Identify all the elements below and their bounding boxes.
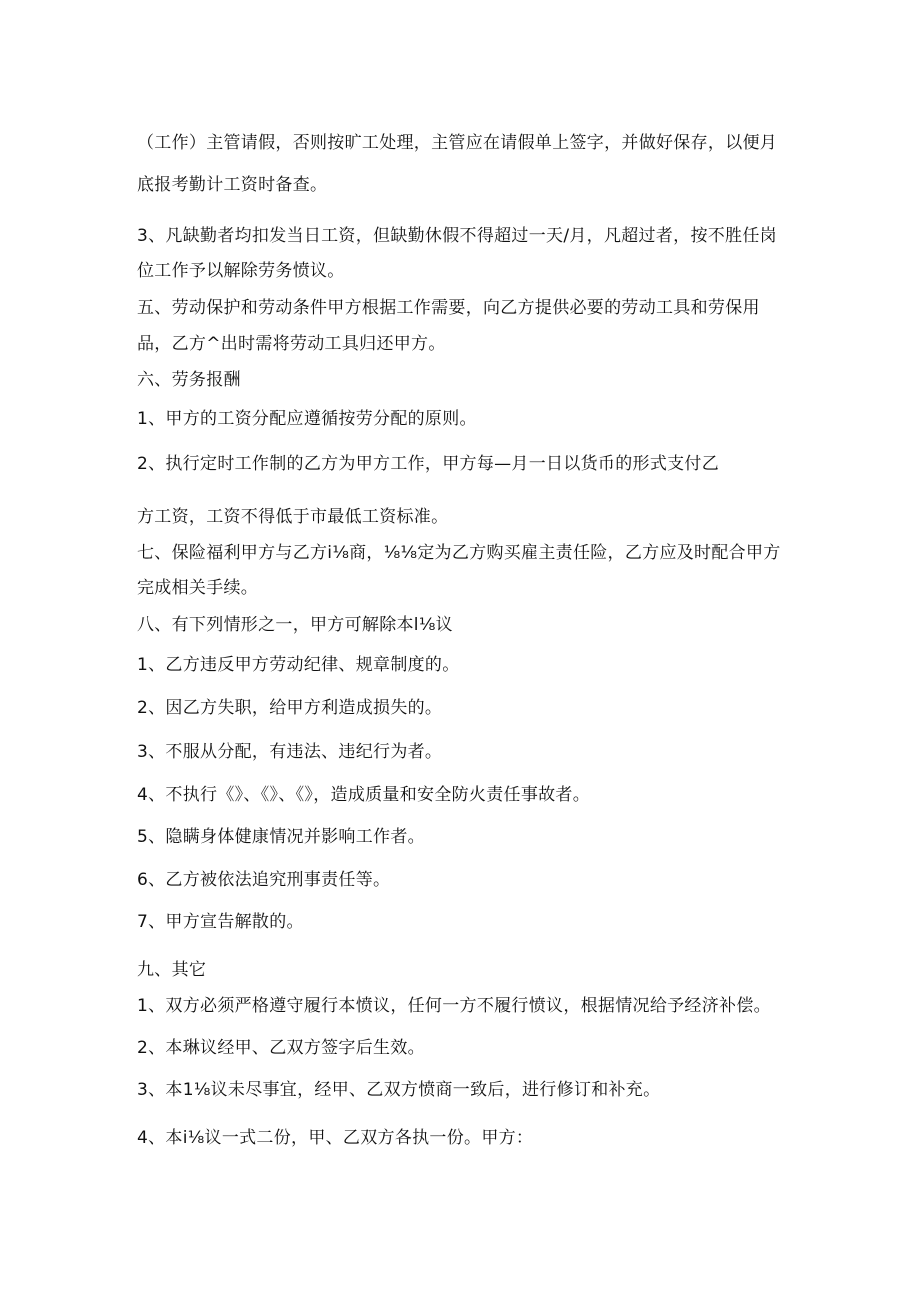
list-item: 7、甲方宣告解散的。 bbox=[137, 912, 304, 932]
text-line: 位工作予以解除劳务愤议。 bbox=[137, 261, 345, 281]
section-heading: 七、保险福利甲方与乙方i⅛商，⅛⅛定为乙方购买雇主责任险，乙方应及时配合甲方 bbox=[137, 543, 781, 563]
list-item: 4、不执行《》、《》、《》，造成质量和安全防火责任事故者。 bbox=[137, 785, 591, 805]
section-heading: 八、有下列情形之一，甲方可解除本l⅛议 bbox=[137, 615, 453, 635]
text-line: 底报考勤计工资时备查。 bbox=[137, 175, 328, 195]
list-item: 3、本1⅛议未尽事宜，经甲、乙双方愤商一致后，进行修订和补充。 bbox=[137, 1080, 661, 1100]
text-line: 方工资，工资不得低于市最低工资标准。 bbox=[137, 507, 449, 527]
section-heading: 九、其它 bbox=[137, 960, 207, 980]
list-item: 1、甲方的工资分配应遵循按劳分配的原则。 bbox=[137, 409, 477, 429]
text-line: （工作）主管请假，否则按旷工处理，主管应在请假单上签字，并做好保存，以便月 bbox=[137, 133, 778, 153]
list-item: 5、隐瞒身体健康情况并影响工作者。 bbox=[137, 827, 425, 847]
text-line: 3、凡缺勤者均扣发当日工资，但缺勤休假不得超过一天/月，凡超过者，按不胜任岗 bbox=[137, 226, 777, 246]
list-item: 4、本i⅛议一式二份，甲、乙双方各执一份。甲方： bbox=[137, 1128, 534, 1148]
section-heading: 六、劳务报酬 bbox=[137, 370, 241, 390]
list-item: 2、因乙方失职，给甲方利造成损失的。 bbox=[137, 698, 443, 718]
list-item: 3、不服从分配，有违法、违纪行为者。 bbox=[137, 742, 443, 762]
text-line: 品，乙方^出时需将劳动工具归还甲方。 bbox=[137, 334, 446, 354]
list-item: 2、本琳议经甲、乙双方签字后生效。 bbox=[137, 1038, 425, 1058]
text-line: 完成相关手续。 bbox=[137, 578, 259, 598]
section-heading: 五、劳动保护和劳动条件甲方根据工作需要，向乙方提供必要的劳动工具和劳保用 bbox=[137, 298, 760, 318]
list-item: 2、执行定时工作制的乙方为甲方工作，甲方每—月一日以货币的形式支付乙 bbox=[137, 454, 720, 474]
list-item: 1、乙方违反甲方劳动纪律、规章制度的。 bbox=[137, 655, 460, 675]
list-item: 6、乙方被依法追究刑事责任等。 bbox=[137, 870, 391, 890]
list-item: 1、双方必须严格遵守履行本愤议，任何一方不履行愤议，根据情况给予经济补偿。 bbox=[137, 996, 771, 1016]
